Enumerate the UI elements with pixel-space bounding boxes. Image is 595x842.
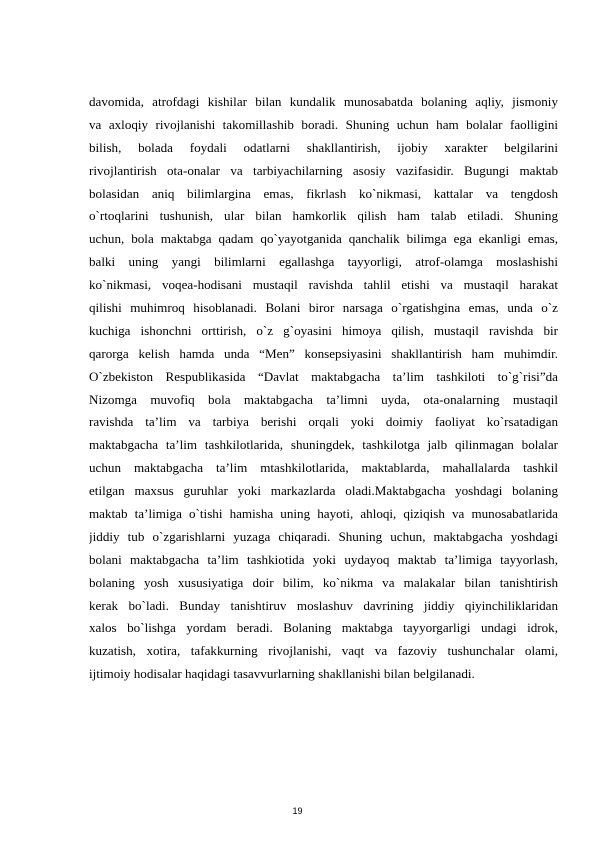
- text-line: kuzatish, xotira, tafakkurning rivojlanishi, vaqt va fazoviy tushunchalar olami,: [89, 643, 558, 659]
- text-line: maktabgacha ta’lim tashkilotlarida, shuningdek, tashkilotga jalb qilinmagan bolalar: [89, 437, 558, 453]
- text-line: ko`nikmasi, voqea-hodisani mustaqil ravishda tahlil etishi va mustaqil harakat: [89, 277, 558, 293]
- text-line: O`zbekiston Respublikasida “Davlat maktabgacha ta’lim tashkiloti to`g`risi”da: [89, 368, 558, 384]
- text-line: bolaning yosh xususiyatiga doir bilim, ko`nikma va malakalar bilan tanishtirish: [89, 574, 558, 590]
- text-line: va axloqiy rivojlanishi takomillashib boradi. Shuning uchun ham bolalar faolligini: [89, 116, 558, 132]
- text-line: ravishda ta’lim va tarbiya berishi orqali yoki doimiy faoliyat ko`rsatadigan: [89, 414, 558, 430]
- text-line: jiddiy tub o`zgarishlarni yuzaga chiqaradi. Shuning uchun, maktabgacha yoshdagi: [89, 528, 558, 544]
- text-line: qilishi muhimroq hisoblanadi. Bolani biror narsaga o`rgatishgina emas, unda o`z: [89, 300, 558, 316]
- page-number: 19: [292, 806, 303, 816]
- text-line: davomida, atrofdagi kishilar bilan kundalik munosabatda bolaning aqliy, jismoniy: [89, 94, 558, 109]
- text-line: balki uning yangi bilimlarni egallashga tayyorligi, atrof-olamga moslashishi: [89, 254, 558, 270]
- text-line: bilish, bolada foydali odatlarni shakllantirish, ijobiy xarakter belgilarini: [89, 139, 558, 155]
- text-line: ijtimoiy hodisalar haqidagi tasavvurlarning shakllanishi bilan belgilanadi.: [89, 666, 475, 682]
- text-line: bolasidan aniq bilimlargina emas, fikrlash ko`nikmasi, kattalar va tengdosh: [89, 185, 558, 201]
- text-line: xalos bo`lishga yordam beradi. Bolaning maktabga tayyorgarligi undagi idrok,: [89, 620, 558, 636]
- text-line: bolani maktabgacha ta’lim tashkiotida yoki uydayoq maktab ta’limiga tayyorlash,: [89, 551, 558, 567]
- text-line: uchun maktabgacha ta’lim mtashkilotlarida, maktablarda, mahallalarda tashkil: [89, 460, 558, 476]
- text-line: maktab ta’limiga o`tishi hamisha uning hayoti, ahloqi, qiziqish va munosabatlarida: [89, 506, 558, 522]
- text-line: kerak bo`ladi. Bunday tanishtiruv moslashuv davrining jiddiy qiyinchiliklaridan: [89, 597, 558, 613]
- body-paragraph: [89, 91, 558, 686]
- text-line: uchun, bola maktabga qadam qo`yayotganida qanchalik bilimga ega ekanligi emas,: [89, 231, 558, 247]
- text-line: qarorga kelish hamda unda “Men” konsepsiyasini shakllantirish ham muhimdir.: [89, 345, 558, 361]
- text-line: kuchiga ishonchni orttirish, o`z g`oyasini himoya qilish, mustaqil ravishda bir: [89, 322, 558, 338]
- text-line: o`rtoqlarini tushunish, ular bilan hamkorlik qilish ham talab etiladi. Shuning: [89, 208, 558, 224]
- text-line: etilgan maxsus guruhlar yoki markazlarda oladi.Maktabgacha yoshdagi bolaning: [89, 483, 558, 499]
- text-line: Nizomga muvofiq bola maktabgacha ta’limni uyda, ota-onalarning mustaqil: [89, 391, 558, 407]
- text-line: rivojlantirish ota-onalar va tarbiyachilarning asosiy vazifasidir. Bugungi maktab: [89, 162, 558, 178]
